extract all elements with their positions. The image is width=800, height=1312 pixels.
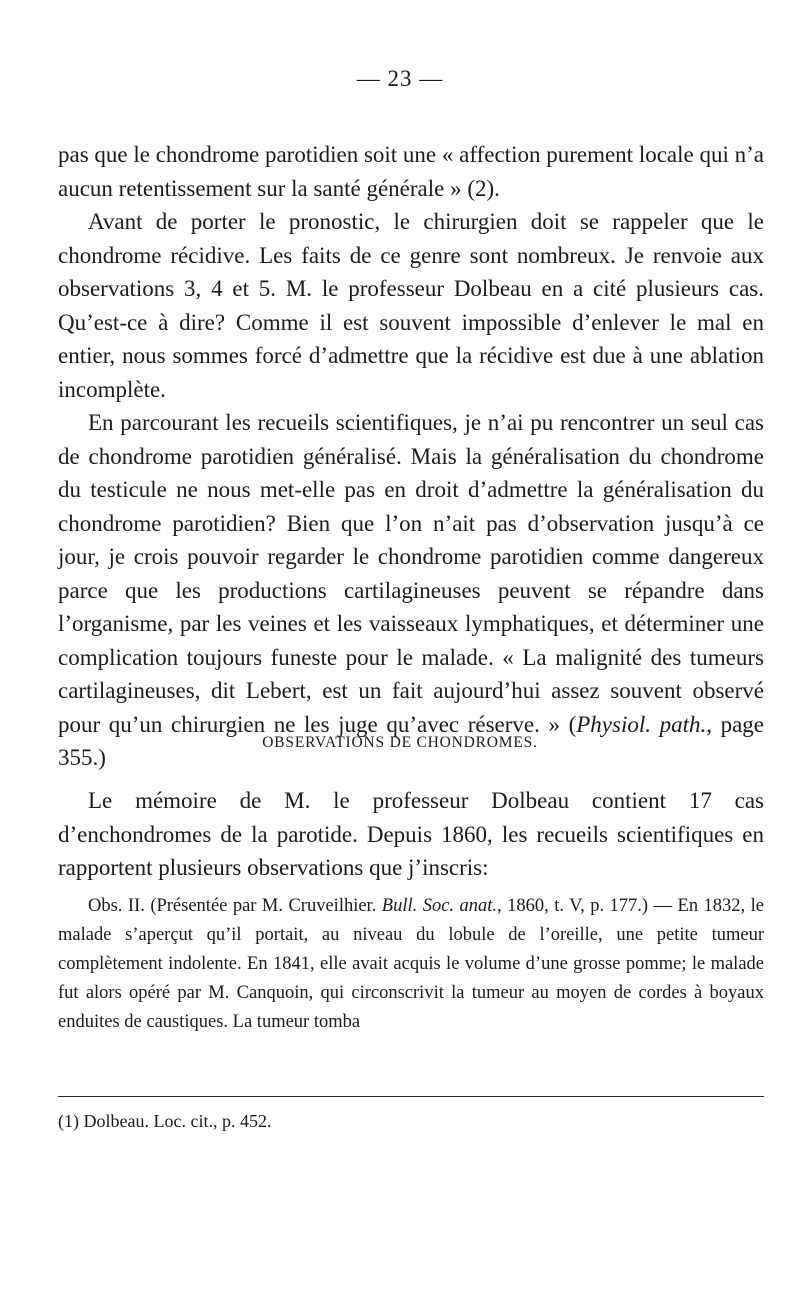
observation-source: Bull. Soc. anat. — [381, 896, 498, 916]
paragraph-pronostic: Avant de porter le pronostic, le chirurgien doit se rappeler que le chondrome récidive. Les faits de ce genre sont nombreux. Je renvoie aux observations 3, 4 et 5. M. le professeur Dolbeau en a cité plusieurs cas. Qu’est-ce à dire? Comme il est souvent impossible d’enlever le mal en entier, nous sommes forcé d’admettre que la récidive est due à une ablation incomplète. — [58, 209, 764, 402]
paragraph-continuation: pas que le chondrome parotidien soit une « affection purement locale qui n’a aucun retentissement sur la santé générale » (2). — [58, 142, 764, 201]
body-text — [58, 138, 764, 775]
observation-text: , 1860, t. V, p. 177.) — En 1832, le malade s’aperçut qu’il portait, au niveau du lobule de l’oreille, une petite tumeur complètement indolente. En 1841, elle avait acquis le volume d’une grosse pomme; le malade fut alors opéré par M. Canquoin, qui circonscrivit la tumeur au moyen de cordes à boyaux enduites de caustiques. La tumeur tomba — [58, 896, 764, 1032]
paragraph-intro: Le mémoire de M. le professeur Dolbeau contient 17 cas d’enchondromes de la parotide. Depuis 1860, les recueils scientifiques en rapportent plusieurs observations que j’inscris: — [58, 788, 764, 880]
observation-prefix: Obs. II. (Présentée par M. Cruveilhier. — [88, 896, 382, 916]
reference-title: Physiol. path. — [576, 711, 707, 737]
paragraph-generalisation — [58, 406, 764, 775]
observation-block — [58, 892, 764, 1037]
paragraph-text: En parcourant les recueils scientifiques, je n’ai pu rencontrer un seul cas de chondrome parotidien généralisé. Mais la généralisation du chondrome du testicule ne nous met-elle pas en droit d’admettre la généralisation du chondrome parotidien? Bien que l’on n’ait pas d’observation jusqu’à ce jour, je crois pouvoir regarder le chondrome parotidien comme dangereux parce que les productions cartilagineuses peuvent se répandre dans l’organisme, par les veines et les vaisseaux lymphatiques, et déterminer une complication toujours funeste pour le malade. « La malignité des tumeurs cartilagineuses, dit Lebert, est un fait aujourd’hui assez souvent observé pour qu’un chirurgien ne les juge qu’avec réserve. » ( — [58, 410, 764, 737]
footnote-divider — [58, 1096, 764, 1097]
page-number: — 23 — — [356, 66, 444, 91]
section-heading: OBSERVATIONS DE CHONDROMES. — [262, 734, 538, 751]
section-intro — [58, 784, 764, 885]
reference-page: , page 355.) — [58, 711, 764, 770]
observation-paragraph — [58, 892, 764, 1037]
footnote: (1) Dolbeau. Loc. cit., p. 452. — [58, 1111, 272, 1131]
